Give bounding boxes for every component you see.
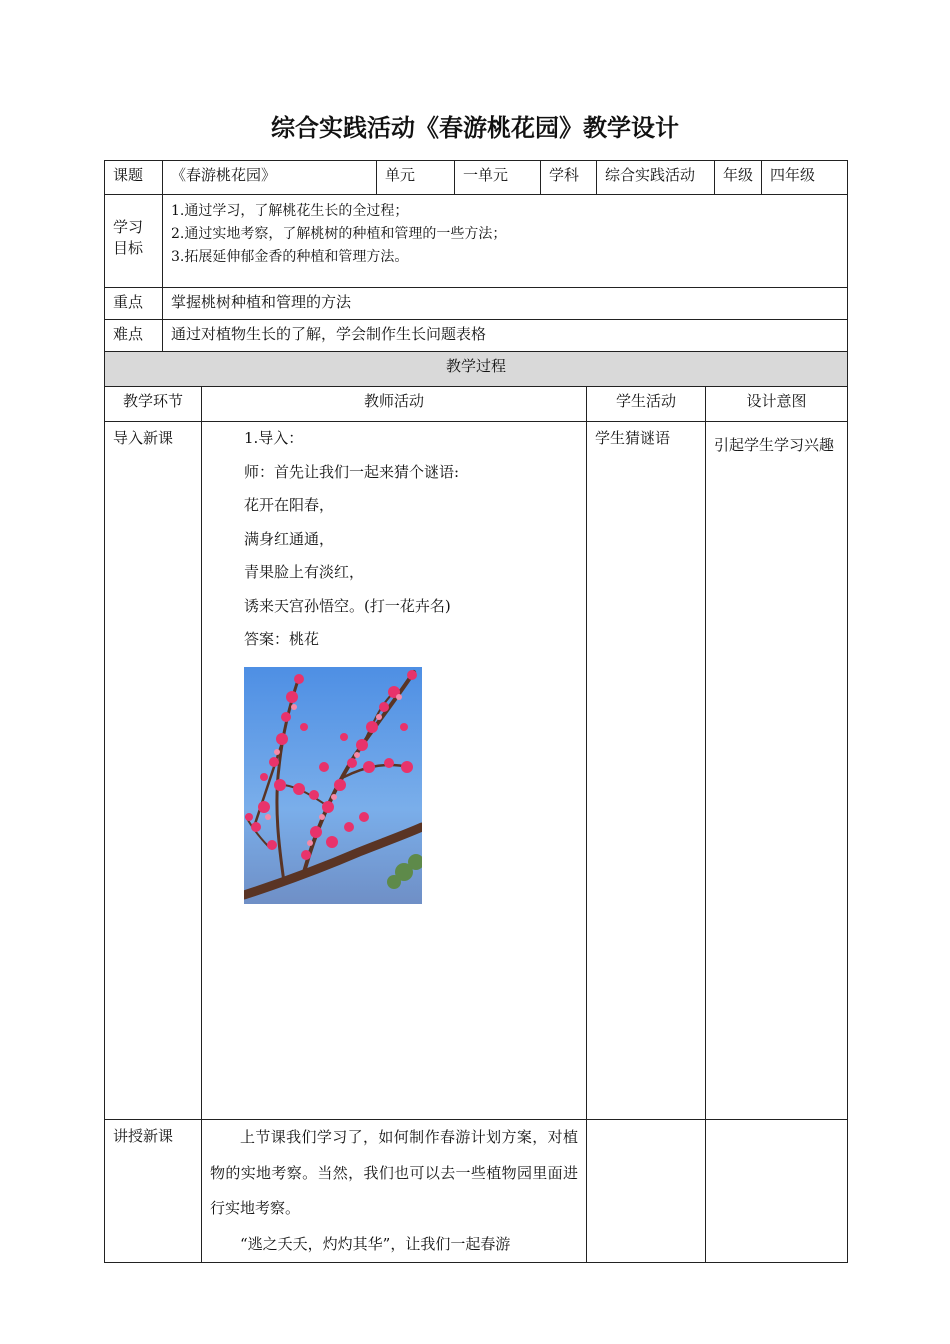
difficulty-value: 通过对植物生长的了解，学会制作生长问题表格: [163, 320, 848, 352]
intro-line-1: 1.导入：: [244, 429, 304, 447]
lesson-design-purpose: [706, 1120, 848, 1263]
intro-design-purpose: 引起学生学习兴趣: [706, 422, 848, 1120]
intro-line-6: 诱来天宫孙悟空。(打一花卉名): [244, 596, 451, 615]
col-header-student: 学生活动: [587, 387, 706, 422]
lesson-paragraph-2: “逃之夭夭，灼灼其华”，让我们一起春游: [240, 1234, 511, 1253]
goals-label-line2: 目标: [113, 239, 144, 257]
goal-item-3: 3.拓展延伸郁金香的种植和管理方法。: [171, 249, 409, 265]
process-heading-row: [105, 352, 848, 387]
info-table: [104, 160, 848, 352]
intro-section-label: 导入新课: [105, 422, 202, 1120]
intro-line-3: 花开在阳春，: [244, 496, 335, 514]
goal-item-2: 2.通过实地考察，了解桃树的种植和管理的一些方法；: [171, 226, 507, 242]
grade-value: 四年级: [762, 161, 848, 195]
process-columns-row: [105, 387, 848, 422]
subject-label: 学科: [541, 161, 597, 195]
lesson-paragraph-1: 上节课我们学习了，如何制作春游计划方案，对植物的实地考察。当然，我们也可以去一些植物园里面进行实地考察。: [210, 1128, 578, 1217]
intro-teacher-activity: [202, 422, 587, 1120]
goals-label-line1: 学习: [113, 218, 144, 236]
goals-content: [163, 195, 848, 288]
col-header-teacher: 教师活动: [202, 387, 587, 422]
goals-row: [105, 195, 848, 288]
unit-label: 单元: [377, 161, 455, 195]
topic-label: 课题: [105, 161, 163, 195]
lesson-teacher-activity: [202, 1120, 587, 1263]
intro-line-5: 青果脸上有淡红，: [244, 563, 365, 581]
intro-line-7: 答案：桃花: [244, 630, 320, 648]
peach-blossom-photo: [244, 667, 422, 904]
grade-label: 年级: [715, 161, 762, 195]
col-header-stage: 教学环节: [105, 387, 202, 422]
lesson-row: [105, 1120, 848, 1263]
intro-row: [105, 422, 848, 1120]
intro-student-activity: 学生猜谜语: [587, 422, 706, 1120]
difficulty-label: 难点: [105, 320, 163, 352]
subject-value: 综合实践活动: [597, 161, 715, 195]
key-point-row: [105, 288, 848, 320]
info-row: [105, 161, 848, 195]
lesson-section-label: 讲授新课: [105, 1120, 202, 1263]
key-point-label: 重点: [105, 288, 163, 320]
process-table: [104, 351, 848, 1263]
topic-value: 《春游桃花园》: [163, 161, 377, 195]
difficulty-row: [105, 320, 848, 352]
intro-line-4: 满身红通通，: [244, 529, 335, 548]
process-heading: 教学过程: [105, 352, 848, 387]
unit-value: 一单元: [455, 161, 541, 195]
col-header-purpose: 设计意图: [706, 387, 848, 422]
intro-line-2: 师：首先让我们一起来猜个谜语:: [244, 462, 460, 481]
goals-label: [105, 195, 163, 288]
key-point-value: 掌握桃树种植和管理的方法: [163, 288, 848, 320]
lesson-student-activity: [587, 1120, 706, 1263]
goal-item-1: 1.通过学习，了解桃花生长的全过程；: [171, 203, 409, 219]
page-title: 综合实践活动《春游桃花园》教学设计: [271, 114, 679, 142]
